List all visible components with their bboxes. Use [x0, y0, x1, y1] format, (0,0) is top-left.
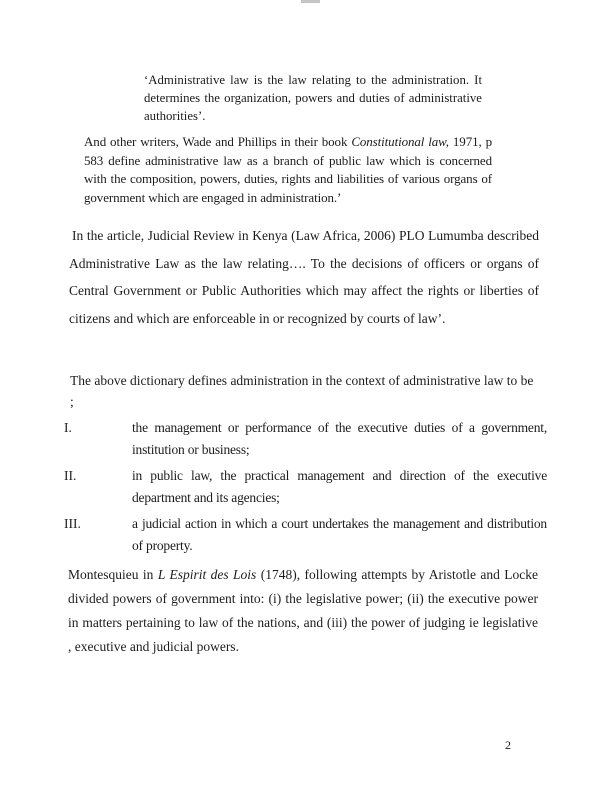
list-item: [64, 417, 547, 461]
writers-paragraph-lead: And other writers, Wade and Phillips in their book: [84, 134, 352, 149]
list-item-text: the management or performance of the executive duties of a government, institution or business;: [132, 420, 547, 457]
list-item-text: in public law, the practical management and direction of the executive department and its agencies;: [132, 468, 547, 505]
page-number: 2: [505, 738, 511, 752]
book-title-italic: Constitutional law,: [351, 134, 449, 149]
dictionary-paragraph: The above dictionary defines administration in the context of administrative law to be ;: [70, 373, 534, 409]
writers-paragraph: [84, 133, 492, 207]
top-crop-mark: [301, 0, 320, 3]
writers-paragraph-rest: 1971, p 583 define administrative law as a branch of public law which is concerned with the composition, powers, duties, rights and liabilities of various organs of government which are engaged in administration.’: [84, 134, 492, 205]
quote-paragraph: ‘Administrative law is the law relating to the administration. It determines the organization, powers and duties of administrative authorities’.: [144, 73, 482, 123]
lumumba-paragraph: In the article, Judicial Review in Kenya (Law Africa, 2006) PLO Lumumba described Administrative Law as the law relating…. To the decisions of officers or organs of Central Government or Public Authorities which may affect the rights or liberties of citizens and which are enforceable in or recognized by courts of law’.: [69, 228, 539, 326]
list-item-text: a judicial action in which a court undertakes the management and distribution of property.: [132, 516, 547, 553]
montesquieu-paragraph: [68, 563, 538, 659]
list-item-numeral: I.: [64, 420, 72, 435]
work-title-italic: L Espirit des Lois: [157, 567, 257, 582]
definitions-list: [64, 417, 547, 561]
list-item: [64, 465, 547, 509]
montesquieu-paragraph-lead: Montesquieu in: [68, 567, 158, 582]
list-item: [64, 513, 547, 557]
list-item-numeral: III.: [64, 516, 81, 531]
montesquieu-paragraph-rest: (1748), following attempts by Aristotle and Locke divided powers of government into: (i) the legislative power; (ii) the executive power in matters pertaining to law of the nations, and (iii) the power of judging ie legislative , executive and judicial powers.: [68, 567, 539, 654]
list-item-numeral: II.: [64, 468, 77, 483]
